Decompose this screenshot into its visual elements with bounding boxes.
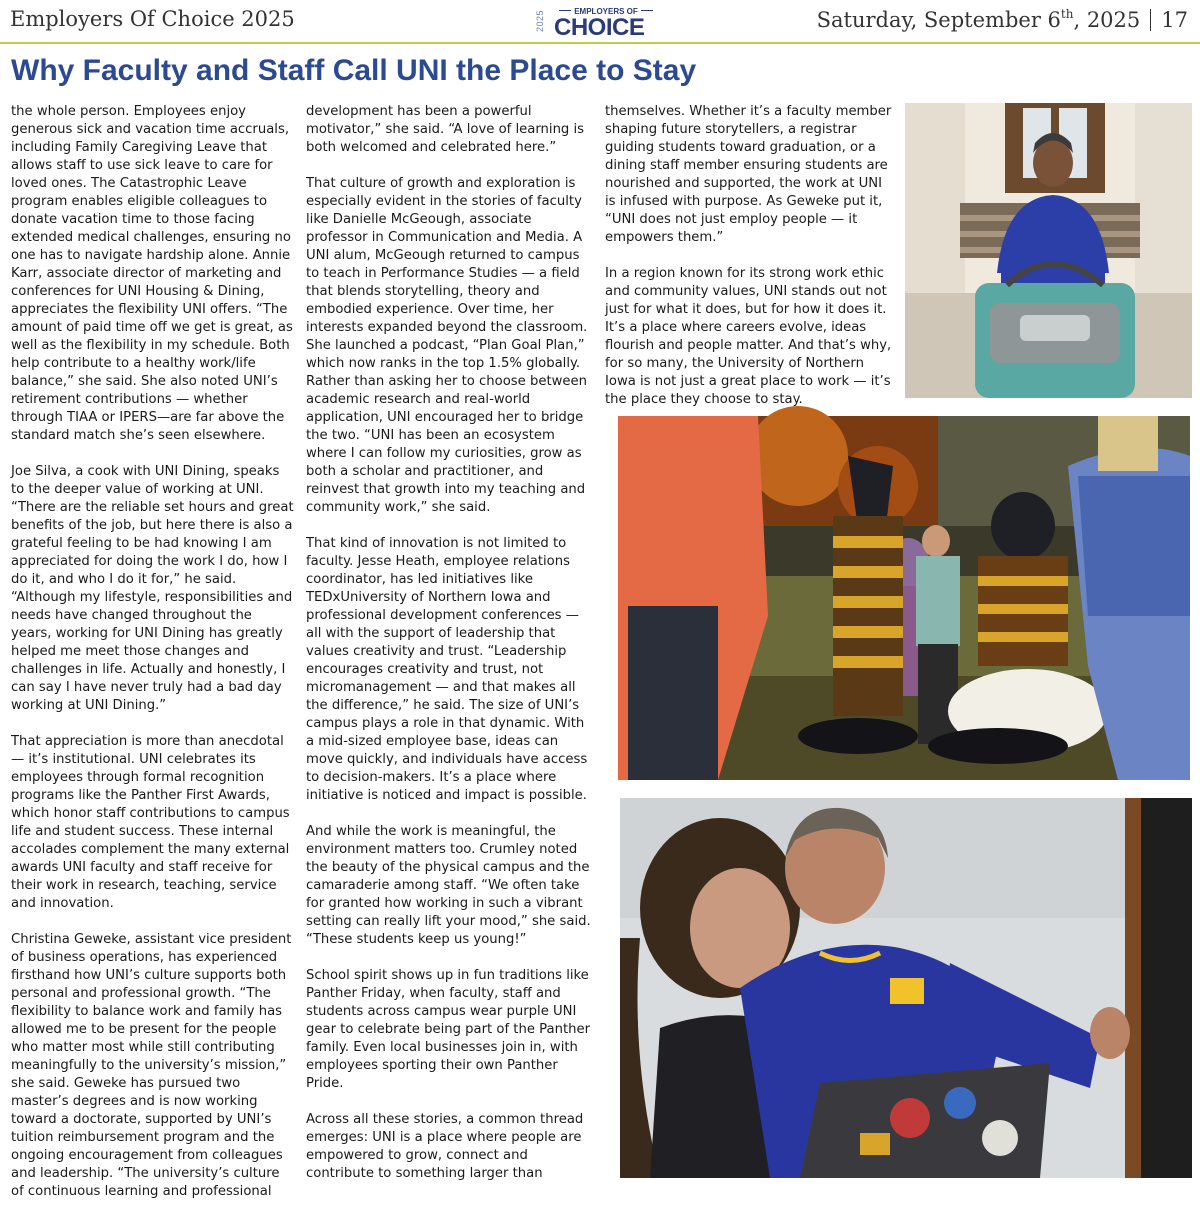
publication-name: Employers Of Choice 2025 bbox=[10, 7, 295, 31]
page-header bbox=[0, 0, 1200, 44]
paragraph: Across all these stories, a common thread emerges: UNI is a place where people are empowered to grow, connect and contribute to something larger than bbox=[306, 1112, 584, 1181]
article-column-1 bbox=[11, 103, 295, 1219]
paragraph: That kind of innovation is not limited to faculty. Jesse Heath, employee relations coordinator, has led initiatives like TEDxUniversity of Northern Iowa and professional development conferences — all with the support of leadership that values creativity and trust. “Leadership encourages creativity and trust, not micromanagement — and that makes all the difference,” he said. The size of UNI’s campus plays a role in that dynamic. With a mid-sized employee base, ideas can move quickly, and individuals have access to decision-makers. It’s a place where initiative is noticed and impact is possible. bbox=[306, 536, 588, 803]
header-divider bbox=[1150, 9, 1151, 31]
page-number: 17 bbox=[1161, 8, 1188, 32]
paragraph: School spirit shows up in fun traditions like Panther Friday, when faculty, staff and students across campus wear purple UNI gear to celebrate being part of the Panther family. Even local businesses join in, with employees sporting their own Panther Pride. bbox=[306, 968, 591, 1091]
paragraph: themselves. Whether it’s a faculty member shaping future storytellers, a registrar guiding students toward graduation, or a dining staff member ensuring students are nourished and supported, the work at UNI is infused with purpose. As Geweke put it, “UNI does not just employ people — it empowers them.” bbox=[605, 104, 892, 245]
paragraph: In a region known for its strong work ethic and community values, UNI stands out not just for what it does, but for how it does it. It’s a place where careers evolve, ideas flourish and people matter. And that’s why, for so many, the University of Northern Iowa is not just a great place to work — it’s the place they choose to stay. bbox=[605, 266, 892, 407]
photo-panther-mascots-event bbox=[618, 416, 1190, 780]
paragraph: the whole person. Employees enjoy generous sick and vacation time accruals, including Family Caregiving Leave that allows staff to use sick leave to care for loved ones. The Catastrophic Leave program enables eligible colleagues to donate vacation time to those facing extended medical challenges, ensuring no one has to navigate hardship alone. Annie Karr, associate director of marketing and conferences for UNI Housing & Dining, appreciates the flexibility UNI offers. “The amount of paid time off we get is great, as well as the flexibility in my schedule. Both help contribute to a healthy work/life balance,” she said. She also noted UNI’s retirement contributions — whether through TIAA or IPERS—are far above the standard match she’s seen elsewhere. bbox=[11, 104, 293, 443]
logo-year: 2025 bbox=[535, 9, 546, 33]
paragraph: That culture of growth and exploration is especially evident in the stories of faculty like Danielle McGeough, associate professor in Communication and Media. A UNI alum, McGeough returned to campus to teach in Performance Studies — a field that blends storytelling, theory and embodied experience. Over time, her interests expanded beyond the classroom. She launched a podcast, “Plan Goal Plan,” which now ranks in the top 1.5% globally. Rather than asking her to choose between academic research and real-world application, UNI encouraged her to bridge the two. “UNI has been an ecosystem where I can follow my curiosities, grow as both a scholar and practitioner, and reinvest that growth into my teaching and community work,” she said. bbox=[306, 176, 588, 515]
issue-date-and-page bbox=[817, 7, 1188, 32]
photo-staff-floor-cleaner bbox=[905, 103, 1192, 398]
logo-top-text: EMPLOYERS OF bbox=[554, 7, 658, 16]
logo-main-text: CHOICE bbox=[554, 14, 645, 41]
article-column-2 bbox=[306, 103, 594, 1201]
article-column-3 bbox=[605, 103, 895, 427]
paragraph: Joe Silva, a cook with UNI Dining, speaks to the deeper value of working at UNI. “There are the reliable set hours and great benefits of the job, but here there is also a grateful feeling to be had knowing I am appreciated for doing the work I do, how I do it, and who I do it for,” he said. “Although my lifestyle, responsibilities and needs have changed throughout the years, working for UNI Dining has greatly helped me meet those changes and challenges in life. Actually and honestly, I can say I have never truly had a bad day working at UNI Dining.” bbox=[11, 464, 294, 713]
paragraph: development has been a powerful motivator,” she said. “A love of learning is both welcomed and celebrated here.” bbox=[306, 104, 585, 155]
employers-of-choice-logo bbox=[535, 3, 660, 41]
issue-date: Saturday, September 6th, 2025 bbox=[816, 7, 1141, 32]
paragraph: And while the work is meaningful, the environment matters too. Crumley noted the beauty of the physical campus and the camaraderie among staff. “We often take for granted how working in such a vibrant setting can really lift your mood,” she said. “These students keep us young!” bbox=[306, 824, 591, 947]
photo-student-and-faculty-laptop bbox=[620, 798, 1192, 1178]
paragraph: Christina Geweke, assistant vice president of business operations, has experienced firsthand how UNI’s culture supports both personal and professional growth. “The flexibility to balance work and family has allowed me to be present for the people who matter most while still contributing meaningfully to the university’s mission,” she said. Geweke has pursued two master’s degrees and is now working toward a doctorate, supported by UNI’s tuition reimbursement program and the ongoing encouragement from colleagues and leadership. “The university’s culture of continuous learning and professional bbox=[11, 932, 292, 1199]
article-title: Why Faculty and Staff Call UNI the Place to Stay bbox=[11, 54, 697, 87]
paragraph: That appreciation is more than anecdotal — it’s institutional. UNI celebrates its employees through formal recognition programs like the Panther First Awards, which honor staff contributions to campus life and student success. These internal accolades complement the many external awards UNI faculty and staff receive for their work in research, teaching, service and innovation. bbox=[11, 734, 290, 911]
